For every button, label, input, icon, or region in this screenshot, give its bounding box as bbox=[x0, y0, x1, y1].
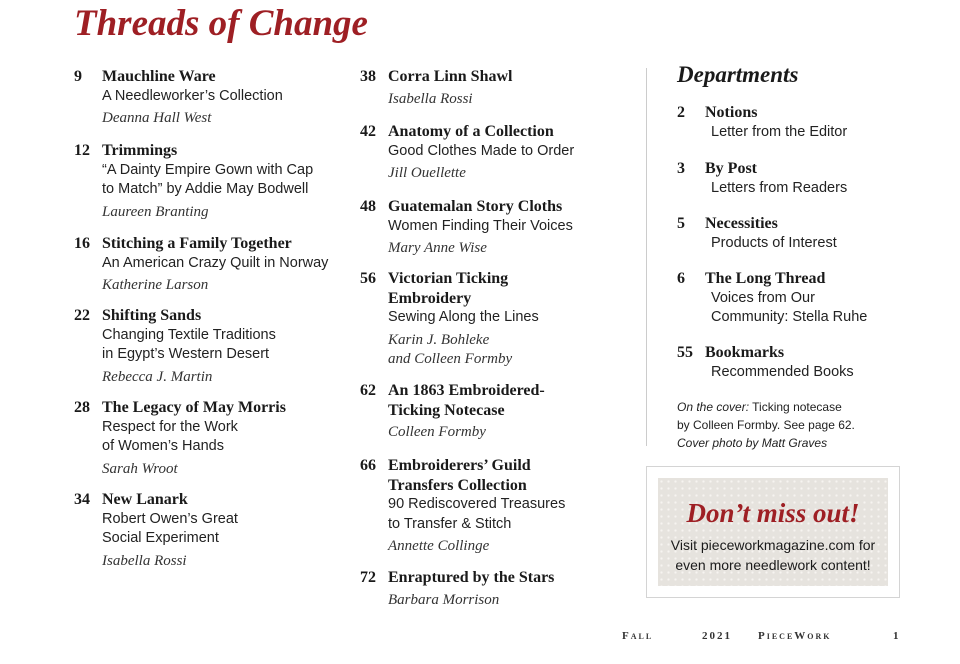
entry-subtitle bbox=[388, 142, 640, 162]
entry-author-line: Deanna Hall West bbox=[102, 110, 212, 126]
entry-subtitle-line: “A Dainty Empire Gown with Cap bbox=[102, 161, 314, 178]
entry-subtitle-line: Community: Stella Ruhe bbox=[711, 309, 868, 325]
entry-subtitle bbox=[711, 363, 947, 383]
page-number: 62 bbox=[360, 382, 376, 399]
page-number: 48 bbox=[360, 198, 376, 215]
entry-subtitle-line: Sewing Along the Lines bbox=[388, 309, 539, 325]
page-number: 38 bbox=[360, 68, 376, 85]
entry-author bbox=[388, 90, 640, 110]
entry-author-line: Rebecca J. Martin bbox=[102, 368, 213, 385]
entry-title bbox=[388, 456, 640, 495]
entry-author-line: Karin J. Bohleke bbox=[388, 331, 490, 348]
entry-subtitle bbox=[102, 87, 354, 107]
entry-subtitle-line: Letters from Readers bbox=[711, 179, 848, 196]
page-number: 72 bbox=[360, 569, 376, 586]
entry-author-line: Colleen Formby bbox=[388, 424, 486, 440]
entry-subtitle-line: Recommended Books bbox=[711, 363, 854, 380]
entry-title bbox=[388, 568, 640, 588]
page-number: 16 bbox=[74, 235, 90, 252]
cover-note bbox=[677, 398, 855, 452]
entry-author-line: Laureen Branting bbox=[102, 203, 209, 220]
entry-author bbox=[388, 331, 640, 370]
footer-year: 2021 bbox=[702, 630, 732, 642]
entry-title-line: Mauchline Ware bbox=[102, 68, 216, 85]
toc-entry[interactable] bbox=[677, 269, 947, 328]
entry-author bbox=[102, 203, 354, 223]
entry-subtitle bbox=[102, 418, 354, 457]
entry-title bbox=[705, 159, 947, 179]
entry-subtitle-line: Robert Owen’s Great bbox=[102, 510, 238, 527]
entry-title-line: Transfers Collection bbox=[388, 476, 527, 494]
entry-title bbox=[388, 67, 640, 87]
entry-title-line: Enraptured by the Stars bbox=[388, 569, 555, 586]
entry-title bbox=[705, 103, 947, 123]
entry-author bbox=[102, 109, 354, 129]
page-number: 22 bbox=[74, 307, 90, 324]
footer-page-number: 1 bbox=[893, 630, 901, 642]
entry-subtitle bbox=[711, 234, 947, 254]
page-number: 6 bbox=[677, 270, 685, 287]
entry-author-line: Isabella Rossi bbox=[102, 552, 187, 569]
toc-entry[interactable] bbox=[360, 269, 640, 370]
entry-author-line: and Colleen Formby bbox=[388, 351, 513, 367]
entry-title-line: Notions bbox=[705, 104, 758, 121]
entry-subtitle-line: Women Finding Their Voices bbox=[388, 217, 573, 234]
entry-subtitle bbox=[102, 254, 354, 274]
entry-title-line: Trimmings bbox=[102, 142, 178, 159]
toc-entry[interactable] bbox=[74, 398, 354, 479]
cover-text-2: by Colleen Formby. See page 62. bbox=[677, 418, 855, 432]
entry-title-line: Anatomy of a Collection bbox=[388, 123, 554, 140]
entry-subtitle-line: Changing Textile Traditions bbox=[102, 326, 276, 343]
footer-magazine: PieceWork bbox=[758, 630, 832, 642]
entry-title-line: Ticking Notecase bbox=[388, 401, 505, 419]
page-title: Threads of Change bbox=[74, 3, 368, 44]
entry-subtitle bbox=[388, 217, 640, 237]
page-number: 56 bbox=[360, 270, 376, 287]
toc-entry[interactable] bbox=[360, 67, 640, 109]
page-number: 2 bbox=[677, 104, 685, 121]
entry-subtitle-line: in Egypt’s Western Desert bbox=[102, 346, 270, 362]
entry-author bbox=[102, 552, 354, 572]
toc-entry[interactable] bbox=[74, 234, 354, 296]
entry-author bbox=[388, 164, 640, 184]
entry-title-line: Necessities bbox=[705, 215, 778, 232]
entry-author bbox=[388, 591, 640, 611]
column-divider bbox=[646, 68, 647, 446]
toc-entry[interactable] bbox=[360, 122, 640, 184]
entry-subtitle-line: Good Clothes Made to Order bbox=[388, 142, 575, 159]
toc-entry[interactable] bbox=[360, 456, 640, 557]
page-number: 34 bbox=[74, 491, 90, 508]
entry-subtitle bbox=[711, 179, 947, 199]
toc-entry[interactable] bbox=[677, 343, 947, 382]
toc-entry[interactable] bbox=[677, 103, 947, 142]
entry-subtitle-line: A Needleworker’s Collection bbox=[102, 87, 283, 104]
entry-title-line: Embroidery bbox=[388, 289, 472, 307]
entry-subtitle bbox=[102, 326, 354, 365]
entry-subtitle-line: Products of Interest bbox=[711, 234, 837, 251]
entry-subtitle-line: Respect for the Work bbox=[102, 418, 238, 435]
toc-entry[interactable] bbox=[677, 214, 947, 253]
page-number: 66 bbox=[360, 457, 376, 474]
entry-title-line: By Post bbox=[705, 160, 757, 177]
entry-subtitle-line: Voices from Our bbox=[711, 289, 815, 306]
toc-entry[interactable] bbox=[360, 197, 640, 259]
entry-title bbox=[705, 343, 947, 363]
entry-subtitle-line: 90 Rediscovered Treasures bbox=[388, 496, 566, 512]
entry-author bbox=[102, 276, 354, 296]
entry-title bbox=[388, 122, 640, 142]
cover-label: On the cover: bbox=[677, 400, 750, 414]
entry-title-line: An 1863 Embroidered- bbox=[388, 382, 545, 399]
toc-entry[interactable] bbox=[74, 490, 354, 571]
entry-author bbox=[388, 239, 640, 259]
entry-author bbox=[388, 537, 640, 557]
entry-subtitle-line: to Transfer & Stitch bbox=[388, 515, 512, 532]
entry-author bbox=[102, 460, 354, 480]
entry-title-line: Stitching a Family Together bbox=[102, 235, 292, 252]
entry-title bbox=[102, 306, 354, 326]
entry-subtitle bbox=[388, 495, 640, 534]
entry-subtitle bbox=[102, 510, 354, 549]
cover-text: Ticking notecase bbox=[749, 400, 842, 414]
entry-author-line: Annette Collinge bbox=[388, 538, 490, 554]
entry-title-line: Guatemalan Story Cloths bbox=[388, 198, 563, 215]
entry-title-line: The Long Thread bbox=[705, 270, 826, 287]
entry-subtitle bbox=[388, 308, 640, 328]
page-number: 28 bbox=[74, 399, 90, 416]
cover-credit: Cover photo by Matt Graves bbox=[677, 436, 828, 450]
promo-heading: Don’t miss out! bbox=[686, 498, 860, 528]
toc-entry[interactable] bbox=[360, 381, 640, 443]
entry-title bbox=[102, 398, 354, 418]
entry-subtitle-line: Social Experiment bbox=[102, 530, 219, 546]
entry-subtitle bbox=[102, 161, 354, 200]
page-number: 12 bbox=[74, 142, 90, 159]
entry-title bbox=[388, 197, 640, 217]
entry-author-line: Katherine Larson bbox=[102, 277, 209, 293]
entry-subtitle-line: to Match” by Addie May Bodwell bbox=[102, 181, 309, 197]
toc-entry[interactable] bbox=[677, 159, 947, 198]
entry-author-line: Isabella Rossi bbox=[388, 90, 473, 107]
footer-season: Fall bbox=[622, 630, 654, 642]
entry-title-line: Corra Linn Shawl bbox=[388, 68, 513, 85]
page-number: 3 bbox=[677, 160, 685, 177]
entry-title bbox=[388, 381, 640, 420]
page-number: 5 bbox=[677, 215, 685, 232]
promo-text bbox=[658, 535, 888, 575]
entry-subtitle bbox=[711, 123, 947, 143]
page-number: 42 bbox=[360, 123, 376, 140]
entry-subtitle-line: of Women’s Hands bbox=[102, 438, 224, 454]
entry-title bbox=[102, 234, 354, 254]
entry-subtitle bbox=[711, 289, 947, 328]
toc-entry[interactable] bbox=[74, 67, 354, 129]
entry-subtitle-line: An American Crazy Quilt in Norway bbox=[102, 254, 329, 271]
entry-title bbox=[388, 269, 640, 308]
page-number: 55 bbox=[677, 344, 693, 361]
entry-title bbox=[705, 214, 947, 234]
entry-title bbox=[102, 141, 354, 161]
toc-entry[interactable] bbox=[74, 306, 354, 387]
promo-line-1: Visit pieceworkmagazine.com for bbox=[670, 537, 876, 553]
entry-title-line: Embroiderers’ Guild bbox=[388, 457, 531, 474]
departments-heading: Departments bbox=[677, 62, 799, 87]
entry-author bbox=[388, 423, 640, 443]
entry-author bbox=[102, 368, 354, 388]
entry-title-line: New Lanark bbox=[102, 491, 188, 508]
entry-author-line: Barbara Morrison bbox=[388, 591, 500, 608]
toc-entry[interactable] bbox=[74, 141, 354, 222]
promo-line-2: even more needlework content! bbox=[675, 557, 871, 573]
entry-subtitle-line: Letter from the Editor bbox=[711, 123, 848, 140]
promo-box[interactable] bbox=[646, 466, 900, 598]
page-number: 9 bbox=[74, 68, 82, 85]
entry-title-line: Victorian Ticking bbox=[388, 270, 509, 287]
entry-title-line: The Legacy of May Morris bbox=[102, 399, 286, 416]
entry-author-line: Jill Ouellette bbox=[388, 165, 466, 181]
entry-title bbox=[102, 67, 354, 87]
entry-title bbox=[102, 490, 354, 510]
entry-author-line: Sarah Wroot bbox=[102, 460, 178, 477]
entry-author-line: Mary Anne Wise bbox=[388, 240, 487, 256]
toc-entry[interactable] bbox=[360, 568, 640, 610]
entry-title bbox=[705, 269, 947, 289]
entry-title-line: Bookmarks bbox=[705, 344, 785, 361]
entry-title-line: Shifting Sands bbox=[102, 307, 202, 324]
